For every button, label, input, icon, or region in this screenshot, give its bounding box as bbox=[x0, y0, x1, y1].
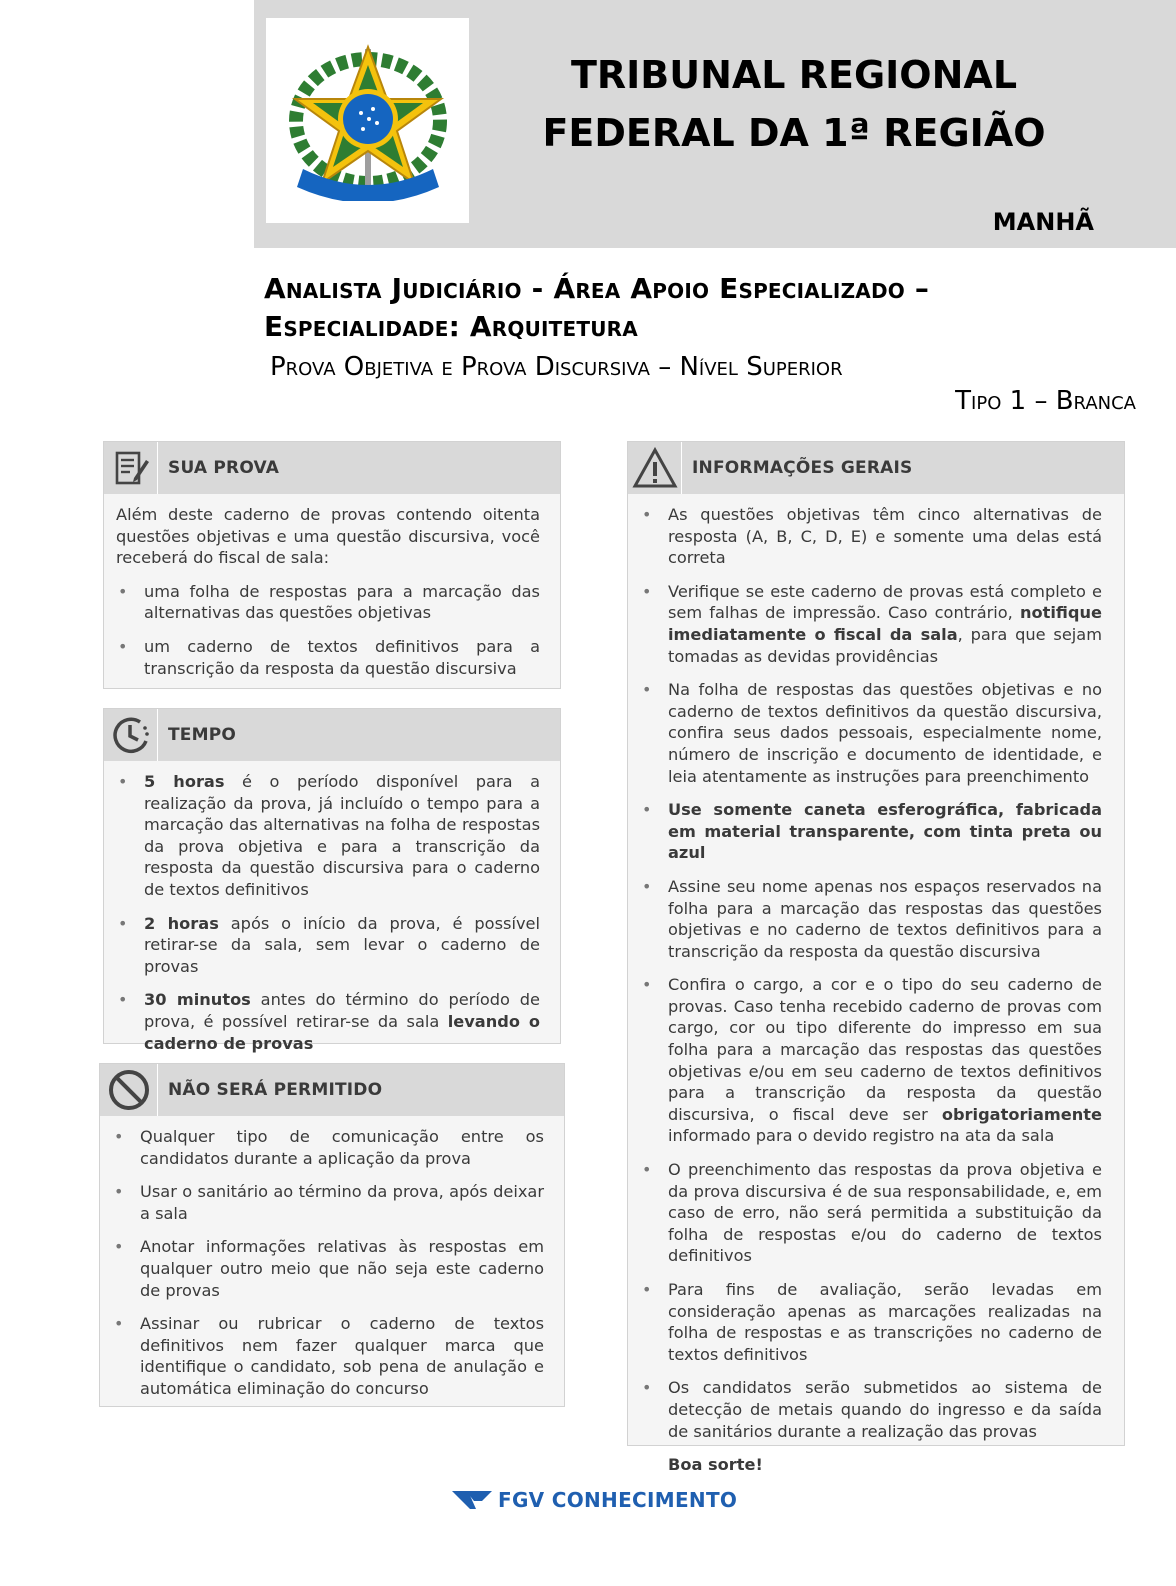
closing-text: Boa sorte! bbox=[668, 1455, 763, 1475]
list-item: • 2 horas após o início da prova, é possível retirar-se da sala, sem levar o caderno de provas bbox=[116, 913, 540, 978]
list-item: • Use somente caneta esferográfica, fabricada em material transparente, com tinta preta ou azul bbox=[640, 799, 1102, 864]
list-item: • Usar o sanitário ao término da prova, após deixar a sala bbox=[112, 1181, 544, 1224]
list-item: • Os candidatos serão submetidos ao sistema de detecção de metais quando do ingresso e da saída de sanitários durante a realização das provas bbox=[640, 1377, 1102, 1442]
informacoes-gerais-box bbox=[627, 441, 1125, 1475]
tempo-box bbox=[103, 708, 561, 1053]
list-item: • uma folha de respostas para a marcação das alternativas das questões objetivas bbox=[116, 581, 540, 624]
exam-shift: MANHÃ bbox=[992, 208, 1094, 236]
list-item: • O preenchimento das respostas da prova objetiva e da prova discursiva é de sua responsabilidade, e, em caso de erro, não será permitida a substituição da folha de respostas e/ou do caderno de textos definitivos bbox=[640, 1159, 1102, 1267]
list-item: • Verifique se este caderno de provas está completo e sem falhas de impressão. Caso contrário, notifique imediatamente o fiscal da sala, para que sejam tomadas as devidas providências bbox=[640, 581, 1102, 667]
list-item: • Assine seu nome apenas nos espaços reservados na folha para a marcação das respostas das questões objetivas e no caderno de textos definitivos para a transcrição da resposta da questão discursiva bbox=[640, 876, 1102, 962]
footer-brand: FGV CONHECIMENTO bbox=[498, 1488, 738, 1512]
org-title-line2: FEDERAL DA 1ª REGIÃO bbox=[542, 111, 1046, 155]
informacoes-gerais-title: INFORMAÇÕES GERAIS bbox=[692, 458, 913, 478]
nao-permitido-header bbox=[100, 1064, 564, 1116]
sua-prova-box bbox=[103, 441, 561, 689]
nao-permitido-box bbox=[99, 1063, 565, 1407]
sua-prova-intro: Além deste caderno de provas contendo oitenta questões objetivas e uma questão discursiva, você receberá do fiscal de sala: bbox=[116, 505, 540, 568]
fgv-logo-icon bbox=[452, 1489, 492, 1511]
nao-permitido-title: NÃO SERÁ PERMITIDO bbox=[168, 1080, 383, 1100]
brazil-coat-of-arms-icon bbox=[283, 41, 453, 201]
list-item: • Anotar informações relativas às respostas em qualquer outro meio que não seja este caderno de provas bbox=[112, 1236, 544, 1301]
exam-title bbox=[264, 270, 1144, 346]
tempo-title: TEMPO bbox=[168, 725, 237, 745]
footer-logo bbox=[452, 1488, 737, 1512]
list-item: • 30 minutos antes do término do período de prova, é possível retirar-se da sala levando o caderno de provas bbox=[116, 989, 540, 1054]
list-item: • Na folha de respostas das questões objetivas e no caderno de textos definitivos da questão discursiva, confira seus dados pessoais, especialmente nome, número de inscrição e documento de identidade, e leia atentamente as instruções para preenchimento bbox=[640, 679, 1102, 787]
informacoes-gerais-header bbox=[628, 442, 1124, 494]
exam-type: Tipo 1 – Branca bbox=[955, 386, 1136, 416]
tempo-header bbox=[104, 709, 560, 761]
sua-prova-header bbox=[104, 442, 560, 494]
list-item: • Confira o cargo, a cor e o tipo do seu caderno de provas. Caso tenha recebido caderno de provas com cargo, cor ou tipo diferente do impresso em sua folha para a marcação das respostas das questões objetivas e/ou em seu caderno de textos definitivos para a transcrição da resposta da questão discursiva, o fiscal deve ser obrigatoriamente informado para o devido registro na ata da sala bbox=[640, 974, 1102, 1147]
organization-title bbox=[520, 46, 1068, 162]
list-item: • 5 horas é o período disponível para a realização da prova, já incluído o tempo para a marcação das alternativas na folha de respostas da prova objetiva e para a transcrição da resposta da questão discursiva para o caderno de textos definitivos bbox=[116, 771, 540, 901]
org-title-line1: TRIBUNAL REGIONAL bbox=[570, 53, 1018, 97]
list-item: • As questões objetivas têm cinco alternativas de resposta (A, B, C, D, E) e somente uma delas está correta bbox=[640, 504, 1102, 569]
list-item: • Assinar ou rubricar o caderno de textos definitivos nem fazer qualquer marca que identifique o candidato, sob pena de anulação e automática eliminação do concurso bbox=[112, 1313, 544, 1399]
list-item: • um caderno de textos definitivos para a transcrição da resposta da questão discursiva bbox=[116, 636, 540, 679]
prohibited-icon bbox=[107, 1068, 151, 1112]
warning-icon bbox=[632, 447, 678, 489]
list-item: • Qualquer tipo de comunicação entre os candidatos durante a aplicação da prova bbox=[112, 1126, 544, 1169]
exam-title-line2: Especialidade: Arquitetura bbox=[264, 310, 638, 343]
coat-of-arms bbox=[266, 18, 469, 223]
exam-title-line1: Analista Judiciário - Área Apoio Especializado – bbox=[264, 272, 930, 305]
clock-icon bbox=[110, 714, 152, 756]
sua-prova-title: SUA PROVA bbox=[168, 458, 280, 478]
exam-subtitle: Prova Objetiva e Prova Discursiva – Nível Superior bbox=[270, 352, 843, 382]
list-item: • Para fins de avaliação, serão levadas em consideração apenas as marcações realizadas na folha de respostas e as transcrições no caderno de textos definitivos bbox=[640, 1279, 1102, 1365]
edit-document-icon bbox=[111, 448, 151, 488]
